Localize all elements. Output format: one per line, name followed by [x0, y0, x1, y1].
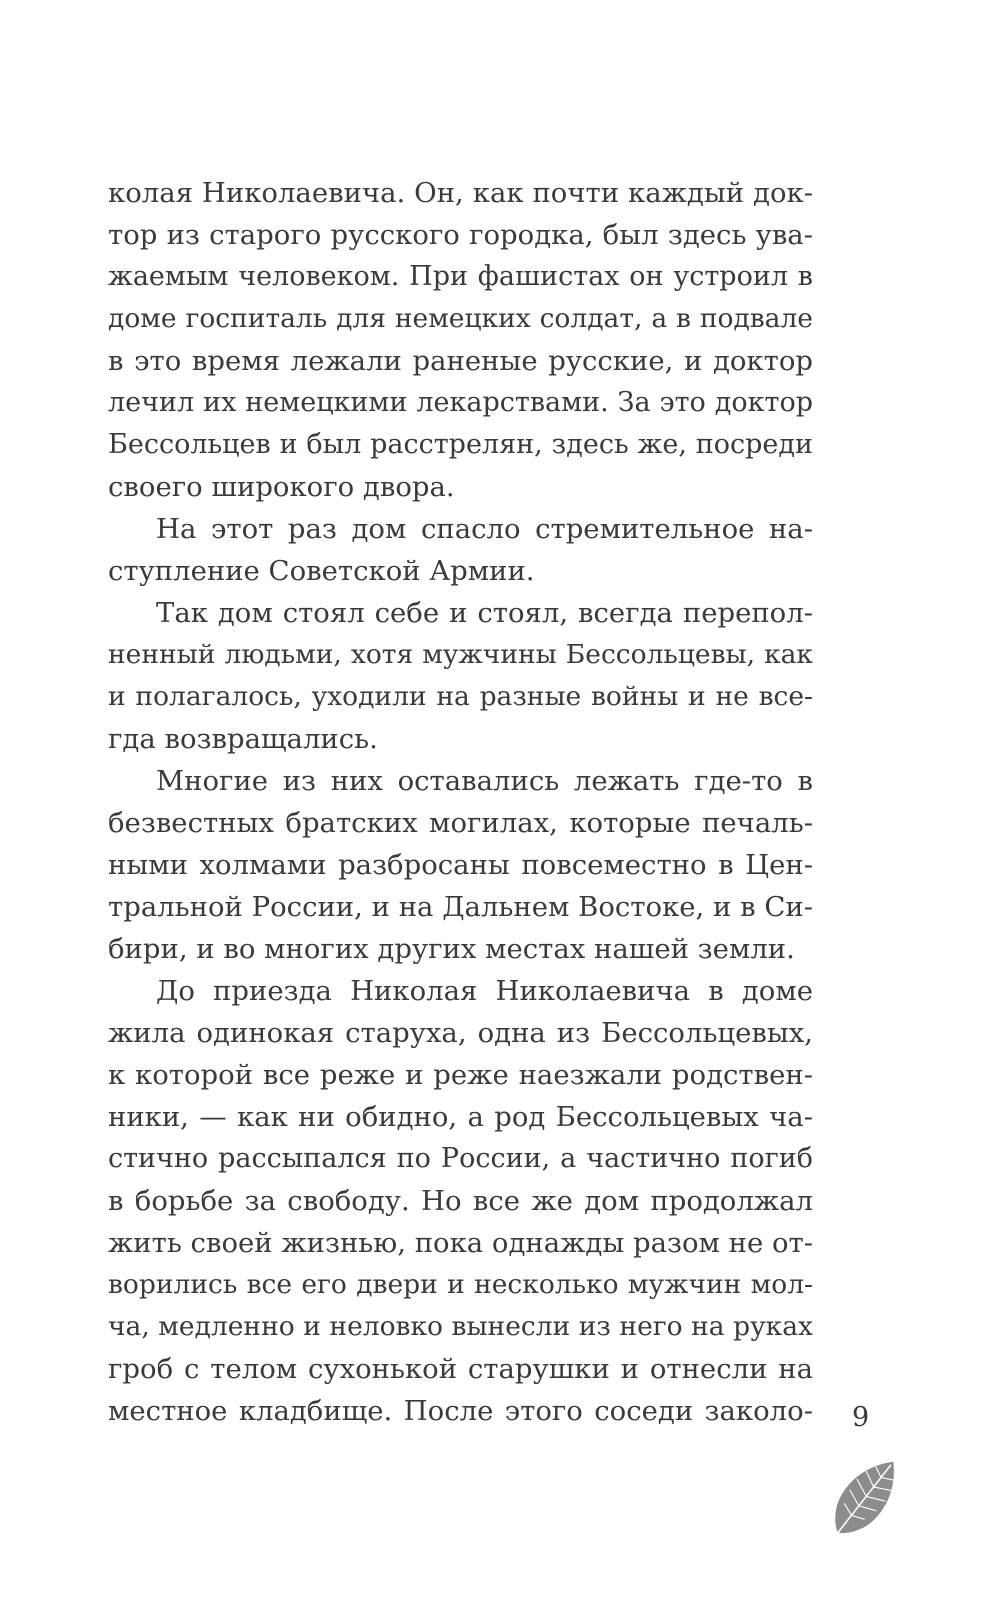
- text-line: ники, — как ни обидно, а род Бессольцевых ча-: [108, 1101, 813, 1133]
- text-line: тор из старого русского городка, был здесь ува-: [108, 219, 813, 251]
- text-line: доме госпиталь для немецких солдат, а в подвале: [108, 303, 813, 334]
- text-line: До приезда Николая Николаевича в доме: [156, 975, 813, 1007]
- text-line: в борьбе за свободу. Но все же дом продолжал: [108, 1185, 813, 1217]
- text-line: и полагалось, уходили на разные войны и не все-: [108, 681, 813, 712]
- birch-leaf-icon: [825, 1448, 905, 1548]
- text-line: ступление Советской Армии.: [108, 555, 535, 587]
- text-line: безвестных братских могилах, которые печаль-: [108, 807, 813, 839]
- text-line: ворились все его двери и несколько мужчин мол-: [108, 1269, 813, 1300]
- text-line: бири, и во многих других местах нашей земли.: [108, 933, 795, 965]
- text-line: тральной России, и на Дальнем Востоке, и в Си-: [108, 891, 813, 923]
- text-line: Так дом стоял себе и стоял, всегда перепол-: [156, 597, 813, 629]
- text-line: своего широкого двора.: [108, 471, 455, 503]
- text-line: гда возвращались.: [108, 723, 378, 755]
- text-line: колая Николаевича. Он, как почти каждый док-: [108, 177, 813, 209]
- text-line: На этот раз дом спасло стремительное на-: [156, 513, 813, 545]
- text-line: стично рассыпался по России, а частично погиб: [108, 1143, 813, 1174]
- text-line: к которой все реже и реже наезжали родствен-: [108, 1059, 813, 1091]
- text-line: ными холмами разбросаны повсеместно в Цен-: [108, 849, 813, 881]
- text-line: в это время лежали раненые русские, и доктор: [108, 345, 813, 377]
- text-line: ненный людьми, хотя мужчины Бессольцевы, как: [108, 639, 813, 670]
- text-line: Бессольцев и был расстрелян, здесь же, посреди: [108, 429, 813, 460]
- text-line: гроб с телом сухонькой старушки и отнесли на: [108, 1353, 813, 1385]
- text-line: местное кладбище. После этого соседи заколо-: [108, 1395, 813, 1427]
- text-line: Многие из них оставались лежать где-то в: [156, 765, 813, 797]
- page-number: 9: [852, 1402, 870, 1433]
- text-line: ча, медленно и неловко вынесли из него на руках: [108, 1311, 813, 1342]
- body-text: [108, 172, 813, 1432]
- text-line: жаемым человеком. При фашистах он устроил в: [108, 261, 813, 292]
- text-line: лечил их немецкими лекарствами. За это доктор: [108, 387, 813, 418]
- text-line: жила одинокая старуха, одна из Бессольцевых,: [108, 1017, 813, 1049]
- text-line: жить своей жизнью, пока однажды разом не от-: [108, 1227, 814, 1259]
